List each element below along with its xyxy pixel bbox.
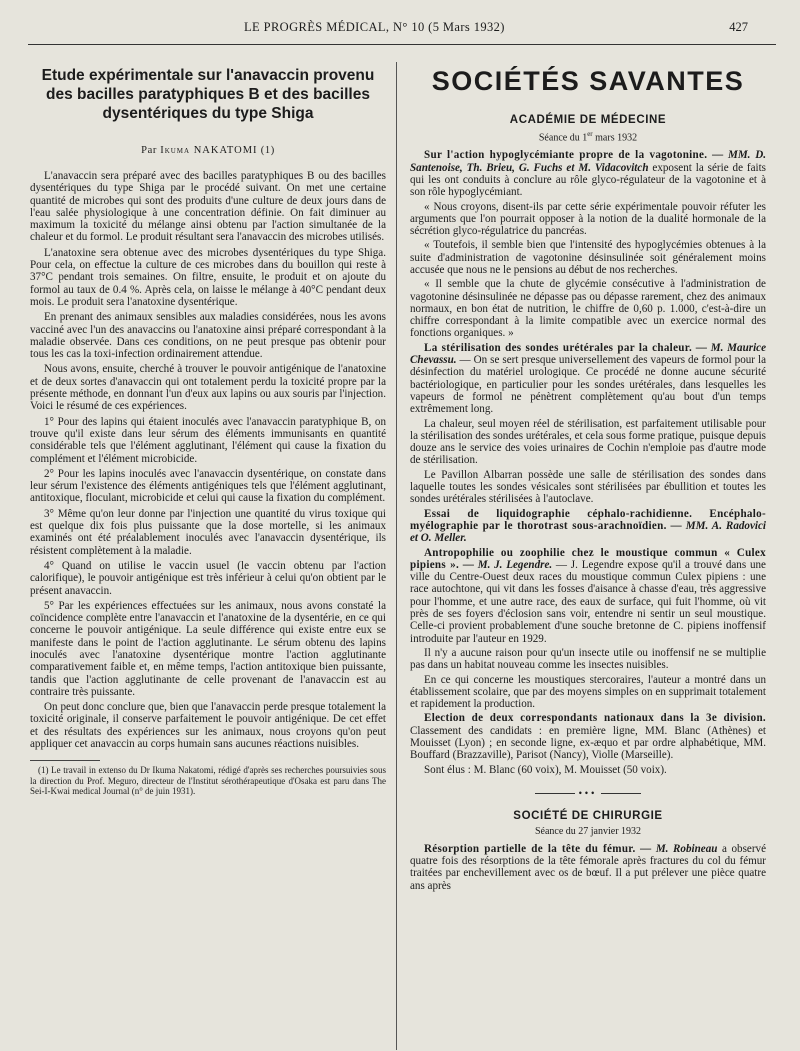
report-paragraph — [410, 149, 766, 198]
report-paragraph — [410, 469, 766, 506]
article-paragraph: L'anavaccin sera préparé avec des bacilles paratyphiques B ou des bacilles dysentériques du type Shiga par le procédé suivant. On met une certaine quantité de microbes qui sont des produits d'une culture de deux jours dans de l'eau salée physiologique à une concentration définie. On fait diminuer au maximum la toxicité du mélange ainsi obtenu par l'action simultanée de la chaleur et du formol. Le produit résultant sera l'anavaccin des microbes utilisés. — [30, 170, 386, 244]
report-text: « Nous croyons, disent-ils par cette série expérimentale pouvoir réfuter les arguments que l'on pourrait opposer à la notion de la dualité hormonale de la sécrétion glyco-régulatrice du pancréas. — [410, 200, 766, 238]
byline — [30, 145, 386, 156]
article-paragraph: L'anatoxine sera obtenue avec des microbes dysentériques du type Shiga. Pour cela, on effectue la culture de ces microbes dans du bouillon qui reste à 37°C pendant trois semaines. On filtre, ensuite, le produit et on ajoute du formol au taux de 0.4 %. Après cela, on laisse le mélange à 40°C pendant deux mois. Le produit sera l'anatoxine dysentérique. — [30, 246, 386, 308]
seance-prefix: Séance du 1 — [538, 132, 588, 144]
report-text: a observé quatre fois des résorptions de la tête fémorale après fractures du col du fémur traitées par enchevillement avec os de bœuf. Il a put prélever une pièce quatre ans après — [410, 842, 766, 892]
article-paragraph: 3° Même qu'on leur donne par l'injection une quantité du virus toxique qui est quelque dix fois plus puissante que la dose mortelle, si les animaux examinés ont été préalablement inoculés avec l'anavaccin dysentérique, ils résistent complètement à la maladie. — [30, 507, 386, 557]
column-divider — [396, 62, 397, 1050]
report-paragraph — [410, 712, 766, 761]
report-title: Antropophilie ou zoophilie chez le moustique commun « Culex pipiens ». — [410, 546, 766, 571]
article-paragraph: En prenant des animaux sensibles aux maladies considérées, nous les avons vacciné avec l'un des anavaccins ou l'anatoxine ainsi préparé correspondant à la maladie observée. Dans ces conditions, on ne peut presque pas obtenir pour tous les cas la toxi-infection ordinairement attendue. — [30, 311, 386, 361]
report-authors: — M. J. Legendre. — [459, 558, 553, 571]
article-paragraph: 4° Quand on utilise le vaccin usuel (le vaccin obtenu par l'action calorifique), le pouvoir antigénique est très inférieur à celui qu'on obtient par le présent anavaccin. — [30, 559, 386, 597]
report-authors: — M. Maurice Chevassu. — [410, 341, 766, 367]
header-rule — [28, 44, 776, 45]
report-text: exposent la série de faits qui les ont conduits à conclure au rôle glyco-régulateur de la vagotonine et à son rôle hypoglycémiant. — [410, 161, 767, 199]
ornament-glyph: ••• — [578, 787, 598, 798]
article-paragraph: 1° Pour des lapins qui étaient inoculés avec l'anavaccin paratyphique B, on trouve qu'il existe dans leur sérum des éléments immunisants en quantité considérable tels que l'élément agglutinant, l'élément qui cause la fixation du complément et l'élément microbicide. — [30, 415, 386, 465]
report-text: Classement des candidats : en première ligne, MM. Blanc (Athènes) et Mouisset (Lyon) ; en seconde ligne, ex-æquo et par ordre alphabétique, MM. Bouffard (Brazzaville), Parisot (Nancy), Violle (Marseille). — [410, 724, 766, 762]
report-authors: — M. Robineau — [635, 842, 718, 855]
section-heading: SOCIÉTÉS SAVANTES — [431, 66, 745, 96]
chirurgie-title: SOCIÉTÉ DE CHIRURGIE — [513, 809, 663, 822]
report-text: « Toutefois, il semble bien que l'intensité des hypoglycémies obtenues à la suite d'administration de vagotonine désinsulinée soit généralement moins accusée que nous ne le pensions au début de nos recherches. — [410, 239, 766, 276]
seance-suffix: mars 1932 — [592, 132, 638, 144]
report-paragraph — [410, 342, 766, 416]
report-paragraph — [410, 647, 766, 672]
report-text: « Il semble que la chute de glycémie consécutive à l'administration de vagotonine désinsulinée ne dépasse pas ou dépasse rarement, chez des animaux normaux, en bon état de nutrition, le chiffre de 0,60 p. 1.000, c'est-à-dire un chiffre correspondant à la limite compatible avec un exercice normal des fonctions organiques. » — [410, 278, 766, 340]
academie-items — [410, 149, 766, 776]
report-paragraph — [410, 764, 766, 776]
article-title: Etude expérimentale sur l'anavaccin provenu des bacilles paratyphiques B et des bacilles dysentériques du type Shiga — [41, 67, 375, 122]
article-paragraph: 5° Par les expériences effectuées sur les animaux, nous avons constaté la coïncidence complète entre l'anavaccin et l'anatoxine de la dysentérie, en ce qui concerne le pouvoir antigénique. La seule différence qui existe entre eux se manifeste dans le point de l'action agglutinante. Le sérum obtenu des lapins inoculés avec l'anatoxine dysentérique montre l'action agglutinante comparativement faible et, en même temps, l'action antitoxique bien puissante, tandis que l'action agglutinante de celle provenant de l'anavaccin est au contraire très puissante. — [30, 599, 386, 698]
report-text: Sont élus : M. Blanc (60 voix), M. Mouisset (50 voix). — [424, 763, 667, 776]
report-title: Sur l'action hypoglycémiante propre de la vagotonine. — [424, 149, 708, 162]
article-paragraph: Nous avons, ensuite, cherché à trouver le pouvoir antigénique de l'anatoxine et de deux sortes d'anavaccin qui ont totalement perdu la toxicité propre par la présente méthode, en donnant l'un d'eux aux lapins ou aux souris par l'injection. Voici le résumé de ces expériences. — [30, 363, 386, 413]
report-title: Résorption partielle de la tête du fémur. — [424, 842, 636, 855]
report-title: Essai de liquidographie céphalo-rachidienne. Encéphalo-myélographie par le thorotrast sous-arachnoïdien. — [410, 507, 766, 532]
report-paragraph — [410, 239, 766, 276]
left-column — [30, 62, 386, 797]
page-number: 427 — [729, 20, 748, 34]
report-paragraph — [410, 843, 766, 892]
report-paragraph — [410, 508, 766, 545]
report-paragraph — [410, 674, 766, 711]
article-paragraph: 2° Pour les lapins inoculés avec l'anavaccin dysentérique, on constate dans leur sérum l'existence des éléments antigéniques tels que l'élément agglutinant, antitoxique, floculant, microbicide et celui qui cause la fixation du complément. — [30, 467, 386, 505]
article-body — [30, 170, 386, 750]
report-paragraph — [410, 201, 766, 238]
footnote-marker: (1) — [260, 145, 275, 156]
byline-prefix: Par — [141, 145, 157, 156]
report-text: La chaleur, seul moyen réel de stérilisation, est parfaitement utilisable pour la stérilisation des sondes urétérales, et cela sous forme pratique, puisque depuis douze ans le service des voies urinaires de Cochin n'emploie pas d'autre mode de stérilisation. — [410, 417, 766, 467]
chirurgie-seance: Séance du 27 janvier 1932 — [534, 825, 642, 837]
report-text: Le Pavillon Albarran possède une salle de stérilisation des sondes dans laquelle toutes les sondes vésicales sont stérilisées par ébullition et toutes les sondes urétérales stérilisées à l'autoclave. — [410, 468, 766, 506]
report-text: Il n'y a aucune raison pour qu'un insecte utile ou inoffensif ne se multiplie pas dans un habitat nouveau comme les insectes nuisibles. — [410, 646, 766, 672]
report-title: La stérilisation des sondes urétérales par la chaleur. — [424, 341, 693, 354]
author-name: Ikuma NAKATOMI — [160, 145, 258, 156]
running-head: LE PROGRÈS MÉDICAL, N° 10 (5 Mars 1932) — [244, 20, 505, 34]
footnote-rule — [30, 760, 100, 761]
right-column — [410, 62, 766, 894]
report-text: — On se sert presque universellement des vapeurs de formol pour la désinfection du matériel urologique. Ce procédé ne donne aucune sécurité bactériologique, en particulier pour les sondes urétérales, dans lesquelles les vapeurs de formol ne pénètrent complètement qu'au bout d'un temps extrêmement long. — [410, 354, 766, 416]
report-authors: — MM. A. Radovici et O. Meller. — [410, 519, 766, 545]
section-ornament — [410, 788, 766, 798]
seance-sup: er — [587, 130, 593, 138]
report-paragraph — [410, 278, 766, 339]
article-paragraph: On peut donc conclure que, bien que l'anavaccin perde presque totalement la toxicité originale, il conserve parfaitement le pouvoir antigénique. De cet effet et des résultats des expériences sur les animaux, nous croyons qu'on peut appliquer cet anavaccin au corps humain sans aucunes réactions nuisibles. — [30, 701, 386, 751]
report-title: Election de deux correspondants nationaux dans la 3e division. — [424, 712, 766, 725]
academie-title: ACADÉMIE DE MÉDECINE — [509, 114, 667, 126]
footnote: (1) Le travail in extenso du Dr Ikuma Nakatomi, rédigé d'après ses recherches poursuivies sous la direction du Prof. Meguro, directeur de l'Institut sérothérapeutique d'Osaka est paru dans The Sei-I-Kwai medical Journal (n° de juin 1931). — [30, 765, 386, 797]
report-paragraph — [410, 547, 766, 645]
report-text: — J. Legendre expose qu'il a trouvé dans une ville du Centre-Ouest deux races du moustique commun Culex pipiens : une race autochtone, qui vit dans les fosses d'aisance à chasse d'eau, très aggressive pour l'homme, et une autre race, des eaux de surface, qui fuit l'homme, où vit près de ses foyers d'éclosion sans voir, entendre ni sentir un seul moustique. Celle-ci provient probablement d'une souche bretonne de C. pipiens inoffensif introduite par l'auteur en 1929. — [410, 558, 766, 645]
academie-seance — [410, 130, 766, 143]
chirurgie-items — [410, 843, 766, 892]
report-paragraph — [410, 418, 766, 467]
report-text: En ce qui concerne les moustiques stercoraires, l'auteur a montré dans un établissement scolaire, que par des moyens simples on en supprimait totalement et rapidement la production. — [410, 673, 766, 711]
report-authors: — MM. D. Santenoise, Th. Brieu, G. Fuchs et M. Vidacovitch — [410, 149, 767, 174]
